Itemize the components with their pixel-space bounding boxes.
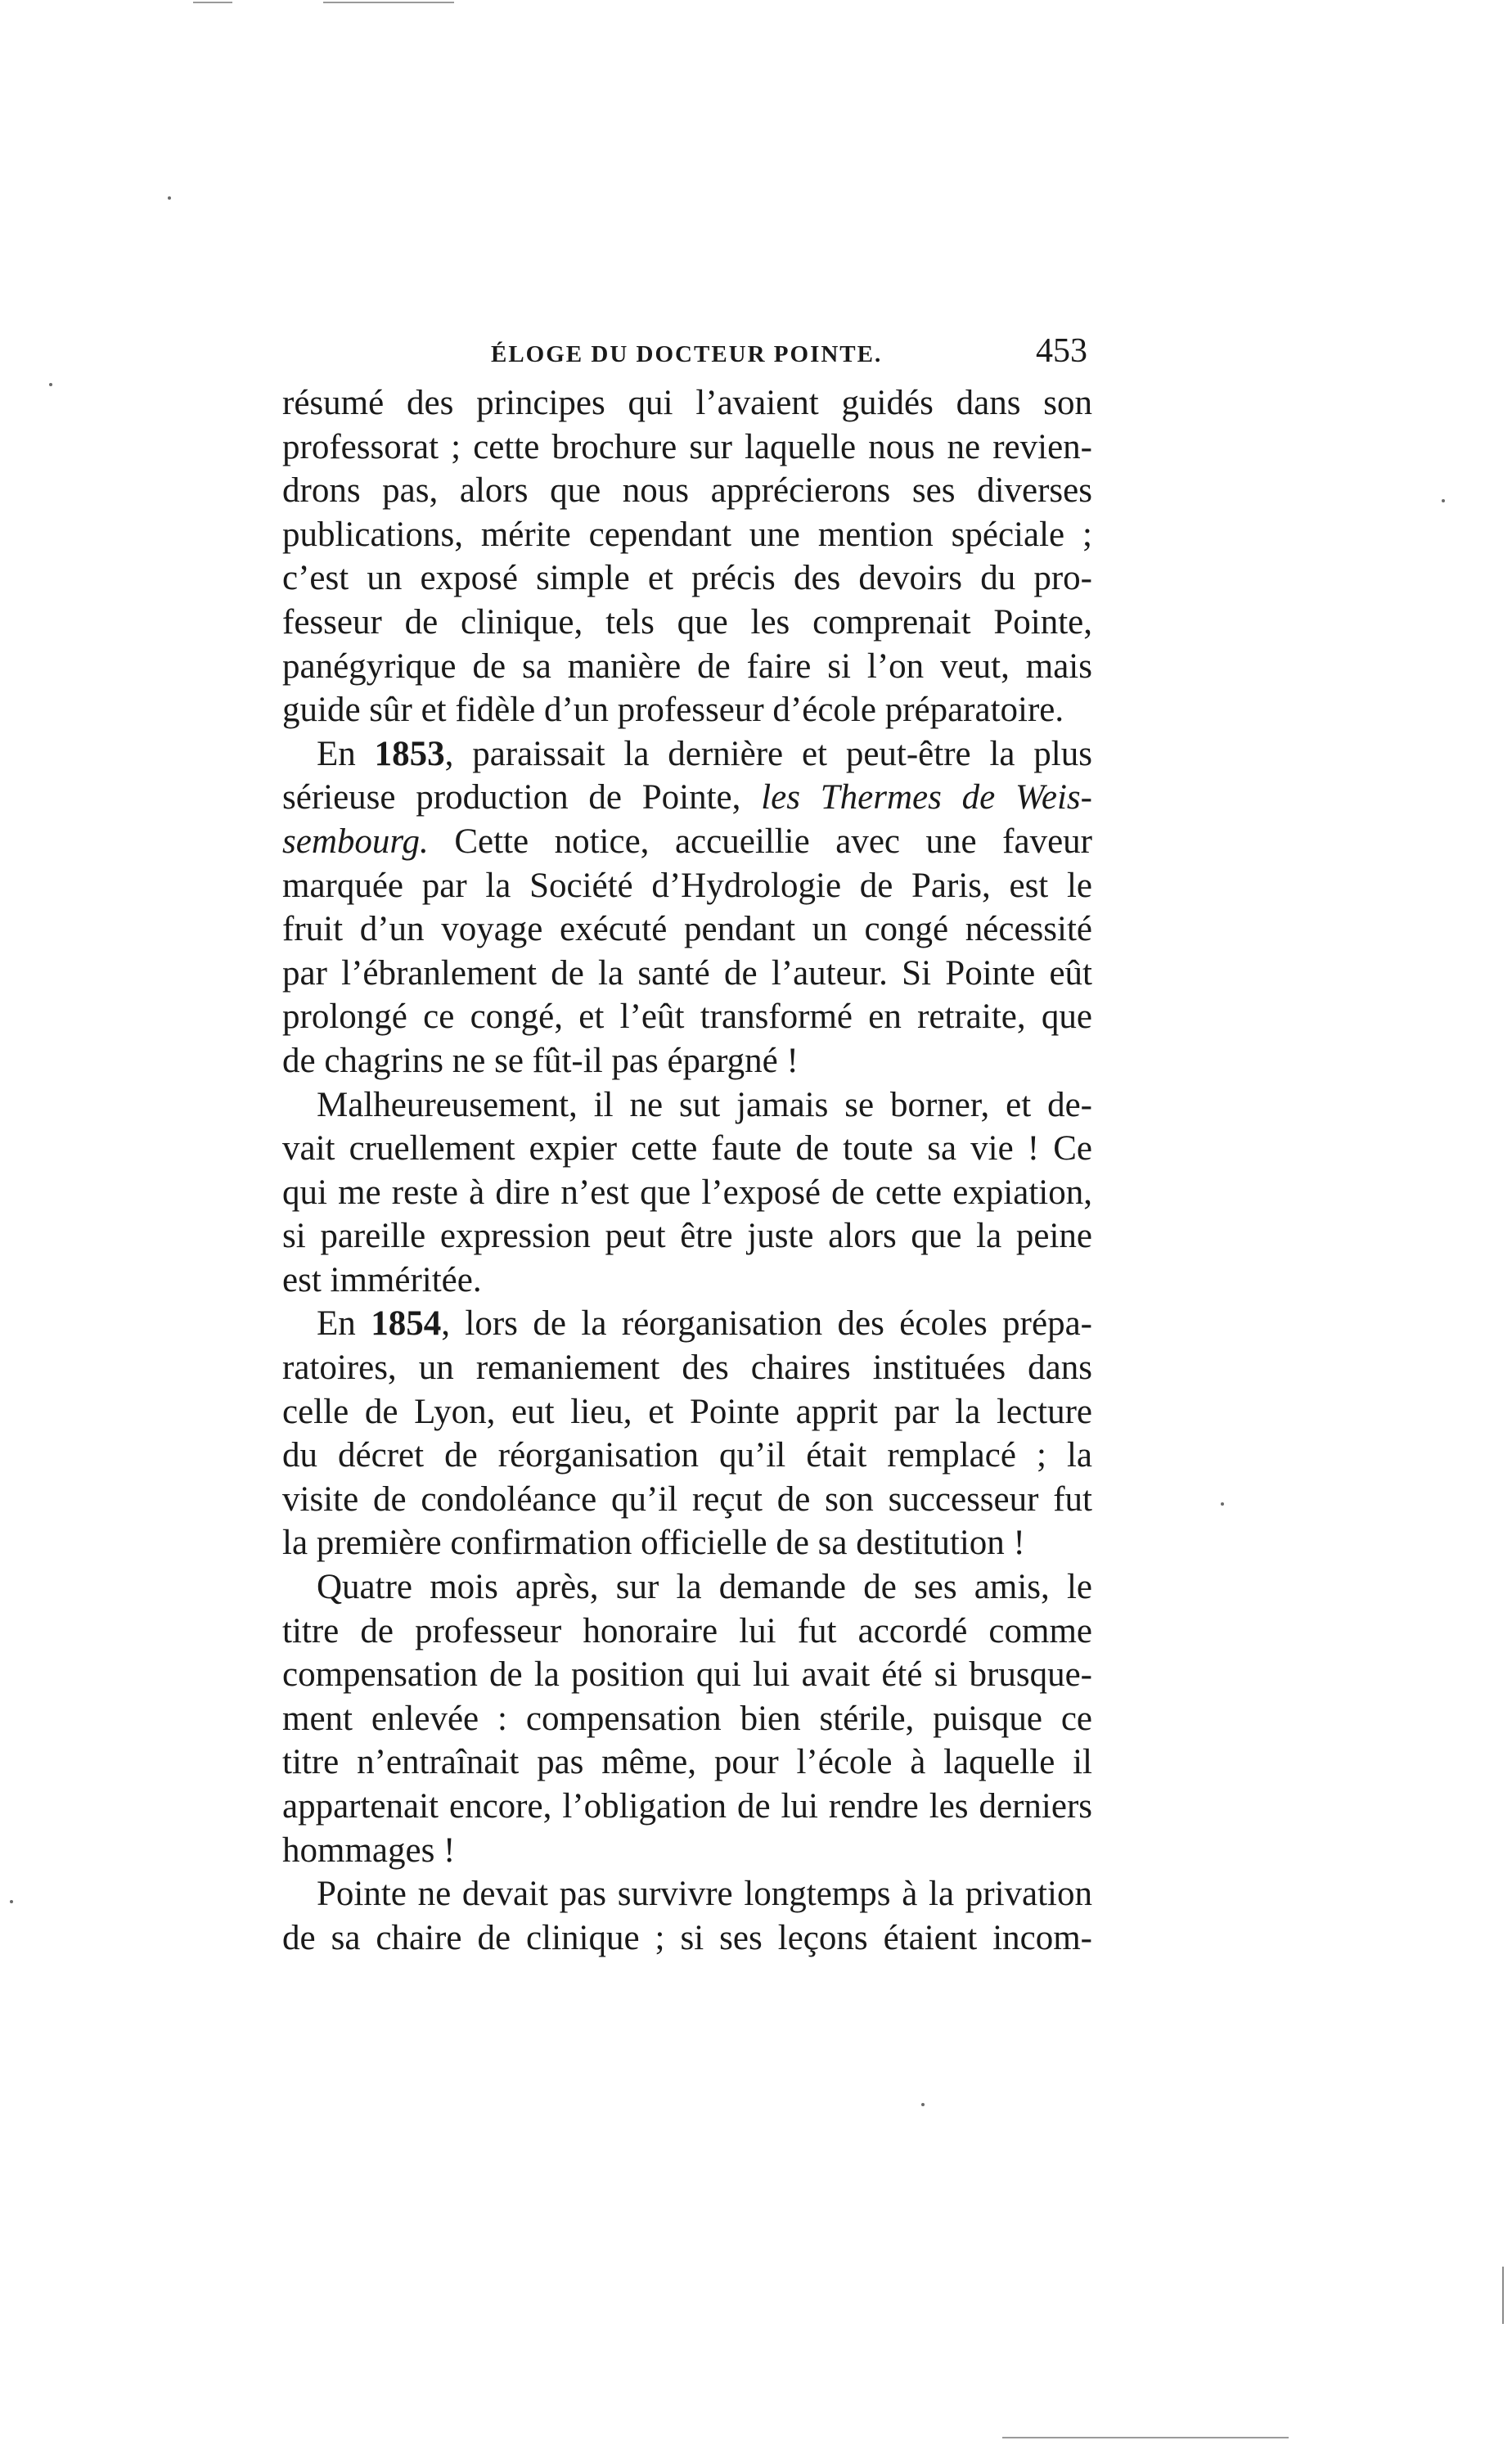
text-line: celle de Lyon, eut lieu, et Pointe apprit par la lecture [282, 1392, 1092, 1431]
text-run: En [317, 1304, 371, 1344]
text-run: En [317, 734, 375, 773]
text-line: est imméritée. [282, 1260, 482, 1299]
text-line: du décret de réorganisation qu’il était remplacé ; la [282, 1436, 1092, 1475]
scan-edge-mark [323, 2, 454, 3]
year-1854: 1854 [371, 1304, 442, 1344]
text-line: résumé des principes qui l’avaient guidés dans son [282, 384, 1092, 422]
text-line: Pointe ne devait pas survivre longtemps à la privation [317, 1875, 1092, 1914]
paragraph-4 [282, 1302, 1092, 1565]
text-line: publications, mérite cependant une mention spéciale ; [282, 515, 1092, 554]
text-line: c’est un exposé simple et précis des devoirs du pro- [282, 559, 1092, 598]
text-line [282, 1302, 1092, 1346]
text-line [282, 820, 1092, 864]
scan-speck [1221, 1502, 1224, 1506]
text-line: de chagrins ne se fût-il pas épargné ! [282, 1041, 799, 1080]
text-line: hommages ! [282, 1830, 456, 1870]
text-line: prolongé ce congé, et l’eût transformé en retraite, que [282, 997, 1092, 1037]
text-line: marquée par la Société d’Hydrologie de Paris, est le [282, 866, 1092, 905]
text-line: Quatre mois après, sur la demande de ses amis, le [317, 1568, 1092, 1607]
scan-speck [10, 1900, 13, 1903]
text-run: Cette notice, accueillie avec une faveur [428, 822, 1092, 861]
text-run: , paraissait la dernière et peut-être la plus [444, 734, 1092, 773]
paragraph-1 [282, 381, 1092, 732]
book-title: sembourg. [282, 822, 429, 861]
paragraph-5 [282, 1565, 1092, 1872]
text-line: professorat ; cette brochure sur laquelle nous ne revien- [282, 427, 1092, 466]
text-line [282, 776, 1092, 820]
scan-speck [921, 2103, 925, 2106]
paragraph-3 [282, 1083, 1092, 1303]
text-line: drons pas, alors que nous apprécierons ses diverses [282, 471, 1092, 511]
book-title: les Thermes de Weis- [761, 778, 1092, 817]
text-line: qui me reste à dire n’est que l’exposé de cette expiation, [282, 1173, 1092, 1212]
paragraph-2 [282, 732, 1092, 1083]
scan-speck [49, 383, 52, 386]
text-run: , lors de la réorganisation des écoles prépa- [441, 1304, 1092, 1344]
running-title: ÉLOGE DU DOCTEUR POINTE. [491, 341, 883, 367]
paragraph-6 [282, 1872, 1092, 1960]
text-line: compensation de la position qui lui avait été si brusque- [282, 1655, 1092, 1695]
body-text [282, 381, 1092, 1960]
scan-speck [168, 196, 171, 200]
text-line: titre n’entraînait pas même, pour l’école à laquelle il [282, 1743, 1092, 1782]
text-line: si pareille expression peut être juste alors que la peine [282, 1217, 1092, 1256]
scan-edge-line [1502, 2267, 1504, 2324]
text-line: de sa chaire de clinique ; si ses leçons étaient incom- [282, 1918, 1092, 1957]
text-line: visite de condoléance qu’il reçut de son successeur fut [282, 1479, 1092, 1519]
text-line: par l’ébranlement de la santé de l’auteur. Si Pointe eût [282, 953, 1092, 993]
text-line: guide sûr et fidèle d’un professeur d’école préparatoire. [282, 691, 1064, 730]
text-line: fesseur de clinique, tels que les comprenait Pointe, [282, 602, 1092, 642]
text-line: panégyrique de sa manière de faire si l’on veut, mais [282, 646, 1092, 686]
text-line [282, 732, 1092, 777]
text-line: ratoires, un remaniement des chaires instituées dans [282, 1349, 1092, 1388]
year-1853: 1853 [374, 734, 445, 773]
text-line: la première confirmation officielle de sa destitution ! [282, 1524, 1025, 1563]
text-line: vait cruellement expier cette faute de toute sa vie ! Ce [282, 1129, 1092, 1168]
scan-speck [1442, 499, 1445, 502]
text-run: sérieuse production de Pointe, [282, 778, 762, 817]
text-line: appartenait encore, l’obligation de lui rendre les derniers [282, 1787, 1092, 1826]
scan-edge-mark [193, 2, 232, 3]
page-number: 453 [1036, 332, 1087, 370]
text-line: titre de professeur honoraire lui fut accordé comme [282, 1611, 1092, 1650]
text-line: ment enlevée : compensation bien stérile, puisque ce [282, 1699, 1092, 1738]
running-header [282, 331, 1092, 380]
text-line: Malheureusement, il ne sut jamais se borner, et de- [317, 1085, 1092, 1124]
scan-edge-mark [1002, 2437, 1289, 2438]
text-line: fruit d’un voyage exécuté pendant un congé nécessité [282, 910, 1092, 949]
